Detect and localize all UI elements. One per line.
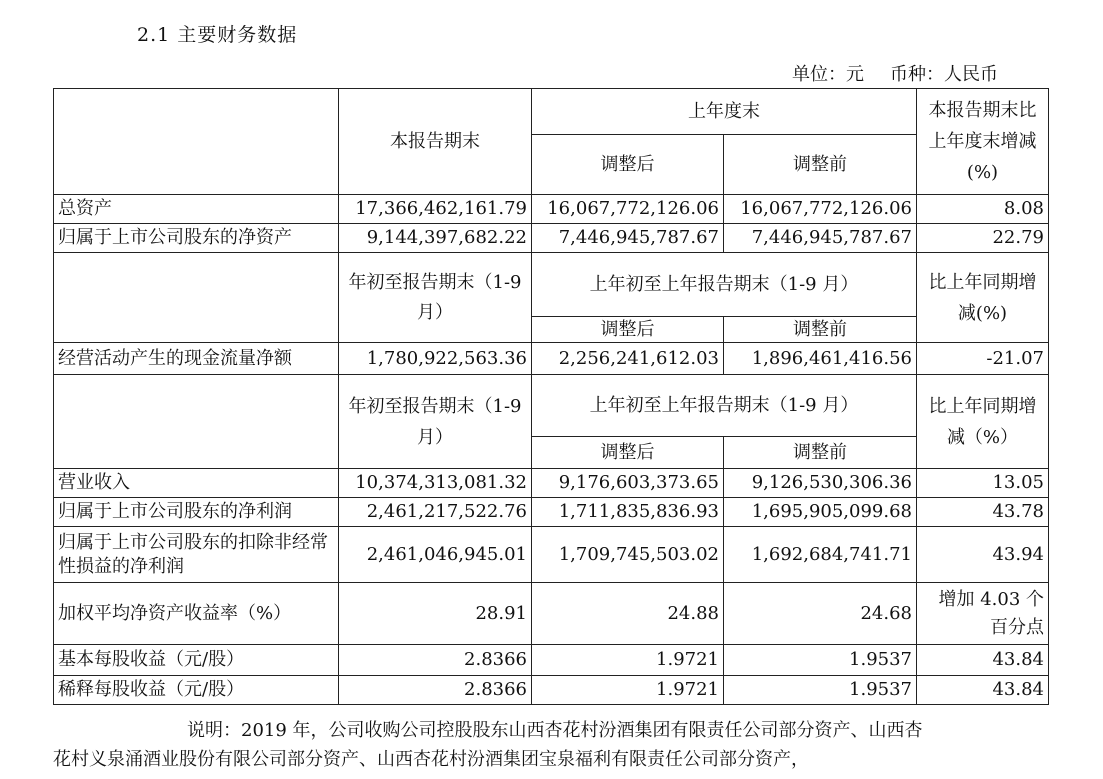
row-label: 归属于上市公司股东的扣除非经常性损益的净利润	[54, 527, 339, 583]
value-change: -21.07	[917, 343, 1049, 375]
value-current: 28.91	[339, 583, 532, 645]
table-row	[54, 527, 1049, 583]
value-current: 17,366,462,161.79	[339, 195, 532, 224]
row-label: 归属于上市公司股东的净利润	[54, 498, 339, 527]
header-adjusted-before: 调整前	[724, 317, 917, 343]
header-blank-cell	[54, 89, 339, 195]
header-ytd: 年初至报告期末（1-9 月）	[339, 375, 532, 469]
section-heading: 2.1 主要财务数据	[137, 24, 298, 46]
header-adjusted-after: 调整后	[532, 135, 724, 195]
value-adjusted-before: 1,695,905,099.68	[724, 498, 917, 527]
value-adjusted-before: 1,692,684,741.71	[724, 527, 917, 583]
value-change: 8.08	[917, 195, 1049, 224]
row-label: 营业收入	[54, 469, 339, 498]
header-blank-cell	[54, 253, 339, 343]
value-adjusted-before: 7,446,945,787.67	[724, 224, 917, 253]
value-change: 43.94	[917, 527, 1049, 583]
value-current: 1,780,922,563.36	[339, 343, 532, 375]
value-adjusted-after: 1,711,835,836.93	[532, 498, 724, 527]
value-current: 2.8366	[339, 645, 532, 676]
table-row	[54, 343, 1049, 375]
header-adjusted-before: 调整前	[724, 437, 917, 469]
value-adjusted-after: 1,709,745,503.02	[532, 527, 724, 583]
value-adjusted-before: 24.68	[724, 583, 917, 645]
unit-label: 单位：元	[792, 64, 864, 85]
value-change: 43.78	[917, 498, 1049, 527]
value-change: 13.05	[917, 469, 1049, 498]
value-adjusted-after: 16,067,772,126.06	[532, 195, 724, 224]
currency-label: 币种：人民币	[890, 64, 998, 85]
value-change: 增加 4.03 个百分点	[917, 583, 1049, 645]
header-prior-ytd: 上年初至上年报告期末（1-9 月）	[532, 375, 917, 437]
value-current: 2.8366	[339, 676, 532, 705]
table-row	[54, 498, 1049, 527]
value-adjusted-after: 9,176,603,373.65	[532, 469, 724, 498]
value-adjusted-after: 1.9721	[532, 676, 724, 705]
value-change: 43.84	[917, 645, 1049, 676]
table-row	[54, 676, 1049, 705]
row-label: 总资产	[54, 195, 339, 224]
table-row	[54, 195, 1049, 224]
explanation-line-1: 说明：2019 年，公司收购公司控股股东山西杏花村汾酒集团有限责任公司部分资产、山西杏	[187, 720, 923, 741]
value-current: 2,461,217,522.76	[339, 498, 532, 527]
value-adjusted-after: 24.88	[532, 583, 724, 645]
row-label: 基本每股收益（元/股）	[54, 645, 339, 676]
value-current: 9,144,397,682.22	[339, 224, 532, 253]
row-label: 加权平均净资产收益率（%）	[54, 583, 339, 645]
table-row	[54, 645, 1049, 676]
value-adjusted-before: 1.9537	[724, 676, 917, 705]
unit-currency-line	[792, 60, 998, 86]
explanation-line-2: 花村义泉涌酒业股份有限公司部分资产、山西杏花村汾酒集团宝泉福利有限责任公司部分资产，	[53, 749, 809, 770]
header-ytd: 年初至报告期末（1-9月）	[339, 253, 532, 343]
table-row	[54, 224, 1049, 253]
value-adjusted-after: 2,256,241,612.03	[532, 343, 724, 375]
explanation-note	[53, 716, 1043, 774]
header-row-3a	[54, 375, 1049, 437]
header-adjusted-after: 调整后	[532, 317, 724, 343]
table-row	[54, 583, 1049, 645]
value-adjusted-before: 1.9537	[724, 645, 917, 676]
value-adjusted-before: 16,067,772,126.06	[724, 195, 917, 224]
header-row-1a	[54, 89, 1049, 135]
header-adjusted-after: 调整后	[532, 437, 724, 469]
value-current: 10,374,313,081.32	[339, 469, 532, 498]
value-current: 2,461,046,945.01	[339, 527, 532, 583]
header-adjusted-before: 调整前	[724, 135, 917, 195]
value-change: 22.79	[917, 224, 1049, 253]
financial-data-table	[53, 88, 1049, 705]
header-change-yoy: 比上年同期增减（%）	[917, 375, 1049, 469]
header-prior-ytd: 上年初至上年报告期末（1-9 月）	[532, 253, 917, 317]
header-change-pct: 本报告期末比上年度末增减(%)	[917, 89, 1049, 195]
row-label: 归属于上市公司股东的净资产	[54, 224, 339, 253]
table-row	[54, 469, 1049, 498]
header-blank-cell	[54, 375, 339, 469]
header-change-yoy: 比上年同期增减(%)	[917, 253, 1049, 343]
value-adjusted-before: 1,896,461,416.56	[724, 343, 917, 375]
value-adjusted-after: 1.9721	[532, 645, 724, 676]
value-adjusted-after: 7,446,945,787.67	[532, 224, 724, 253]
row-label: 经营活动产生的现金流量净额	[54, 343, 339, 375]
row-label: 稀释每股收益（元/股）	[54, 676, 339, 705]
header-current-period-end: 本报告期末	[339, 89, 532, 195]
header-prior-year-end: 上年度末	[532, 89, 917, 135]
value-adjusted-before: 9,126,530,306.36	[724, 469, 917, 498]
header-row-2a	[54, 253, 1049, 317]
value-change: 43.84	[917, 676, 1049, 705]
